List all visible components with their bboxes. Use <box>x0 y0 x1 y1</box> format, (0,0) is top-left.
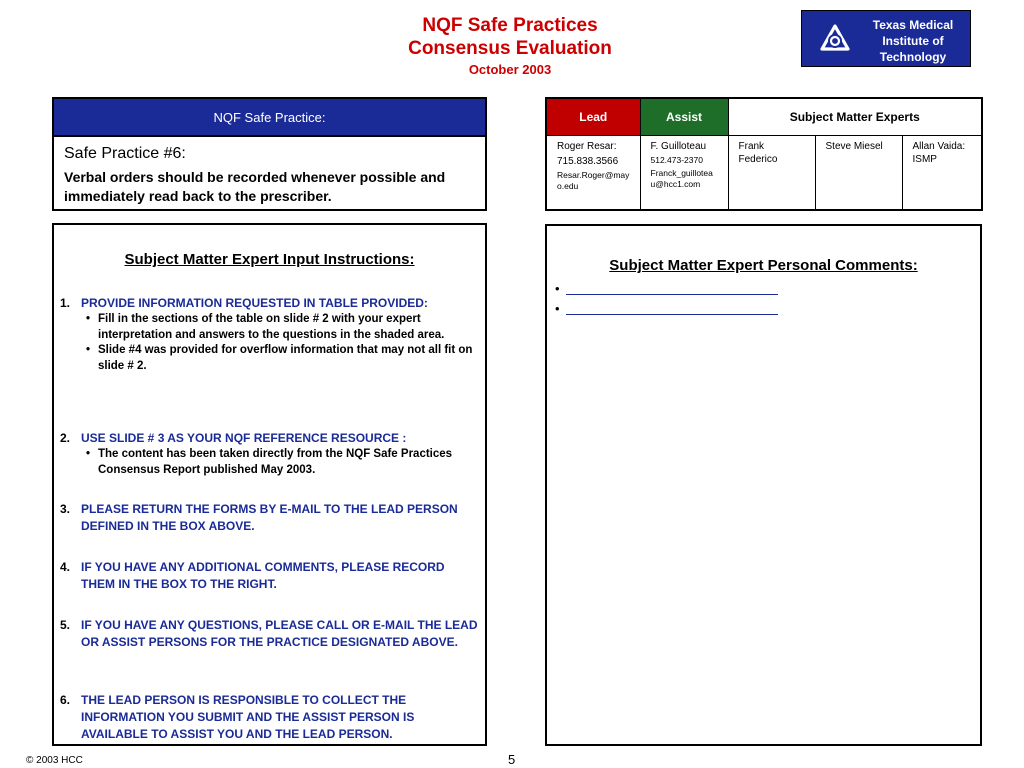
sme-header: Subject Matter Experts <box>728 98 982 136</box>
title-line-2: Consensus Evaluation <box>408 38 612 59</box>
step-number: 1. <box>60 296 71 310</box>
instructions-box <box>52 223 487 746</box>
comment-blank-line[interactable] <box>566 284 778 295</box>
tmit-logo-icon <box>818 23 852 57</box>
step-number: 2. <box>60 431 71 445</box>
step-number: 3. <box>60 502 71 516</box>
safe-practice-text: Verbal orders should be recorded whenever possible and immediately read back to the prescriber. <box>64 169 446 204</box>
comment-blank-line[interactable] <box>566 304 778 315</box>
experts-table <box>545 97 983 211</box>
title-line-1: NQF Safe Practices <box>422 15 598 36</box>
step-number: 4. <box>60 560 71 574</box>
comment-entry[interactable] <box>555 301 778 316</box>
lead-phone: 715.838.3566 <box>557 156 619 167</box>
step-number: 6. <box>60 693 71 707</box>
instruction-step <box>60 617 480 651</box>
assist-name: F. Guilloteau <box>650 141 707 152</box>
slide-title <box>350 14 670 78</box>
experts-header-row <box>546 98 982 136</box>
step-text: IF YOU HAVE ANY ADDITIONAL COMMENTS, PLEASE RECORD THEM IN THE BOX TO THE RIGHT. <box>81 560 445 591</box>
step-text: USE SLIDE # 3 AS YOUR NQF REFERENCE RESOURCE : <box>81 431 407 445</box>
instruction-step <box>60 430 480 478</box>
logo-text-line-1: Texas Medical <box>872 18 954 32</box>
comments-box <box>545 224 982 746</box>
sme-cell <box>902 136 982 211</box>
step-text: PROVIDE INFORMATION REQUESTED IN TABLE PROVIDED: <box>81 296 428 310</box>
sme-name: Frank Federico <box>738 141 778 165</box>
lead-email[interactable]: Resar.Roger@mayo.edu <box>557 170 630 191</box>
logo-text-line-2: Institute of <box>882 34 944 48</box>
instructions-title: Subject Matter Expert Input Instructions: <box>124 251 415 268</box>
step-subitem: • Slide #4 was provided for overflow information that may not all fit on slide # 2. <box>98 343 480 374</box>
safe-practice-box <box>52 97 487 211</box>
instruction-step <box>60 692 480 743</box>
lead-name: Roger Resar: <box>557 141 617 152</box>
sme-cell <box>728 136 815 211</box>
logo-text <box>860 17 966 65</box>
step-text: IF YOU HAVE ANY QUESTIONS, PLEASE CALL OR E-MAIL THE LEAD OR ASSIST PERSONS FOR THE PRACTICE DESIGNATED ABOVE. <box>81 618 478 649</box>
step-number: 5. <box>60 618 71 632</box>
bullet-icon: • <box>555 301 560 316</box>
instruction-step <box>60 559 480 593</box>
lead-header: Lead <box>546 98 640 136</box>
safe-practice-number: Safe Practice #6: <box>64 145 186 162</box>
comments-title: Subject Matter Expert Personal Comments: <box>609 257 918 274</box>
instruction-step <box>60 295 480 374</box>
assist-cell <box>640 136 728 211</box>
assist-header: Assist <box>640 98 728 136</box>
step-subitem: • The content has been taken directly from the NQF Safe Practices Consensus Report published May 2003. <box>98 447 480 478</box>
sme-name: Allan Vaida: ISMP <box>912 141 966 165</box>
sme-name: Steve Miesel <box>825 141 883 152</box>
tmit-logo <box>801 10 971 67</box>
comment-entry[interactable] <box>555 281 778 296</box>
assist-phone: 512.473-2370 <box>650 155 703 165</box>
instruction-step <box>60 501 480 535</box>
experts-body-row <box>546 136 982 211</box>
assist-email[interactable]: Franck_guilloteau@hcc1.com <box>650 168 713 189</box>
step-text: THE LEAD PERSON IS RESPONSIBLE TO COLLECT THE INFORMATION YOU SUBMIT AND THE ASSIST PERSON IS AVAILABLE TO ASSIST YOU AND THE LEAD PERSON. <box>81 693 415 741</box>
step-subitem: • Fill in the sections of the table on slide # 2 with your expert interpretation and answers to the questions in the shaded area. <box>98 312 480 343</box>
footer-copyright: © 2003 HCC <box>26 755 83 766</box>
bullet-icon: • <box>555 281 560 296</box>
sme-cell <box>815 136 902 211</box>
step-text: PLEASE RETURN THE FORMS BY E-MAIL TO THE LEAD PERSON DEFINED IN THE BOX ABOVE. <box>81 502 458 533</box>
title-date: October 2003 <box>468 62 552 77</box>
logo-text-line-3: Technology <box>879 50 947 64</box>
page-number: 5 <box>508 752 516 767</box>
lead-cell <box>546 136 640 211</box>
safe-practice-header: NQF Safe Practice: <box>54 99 485 137</box>
